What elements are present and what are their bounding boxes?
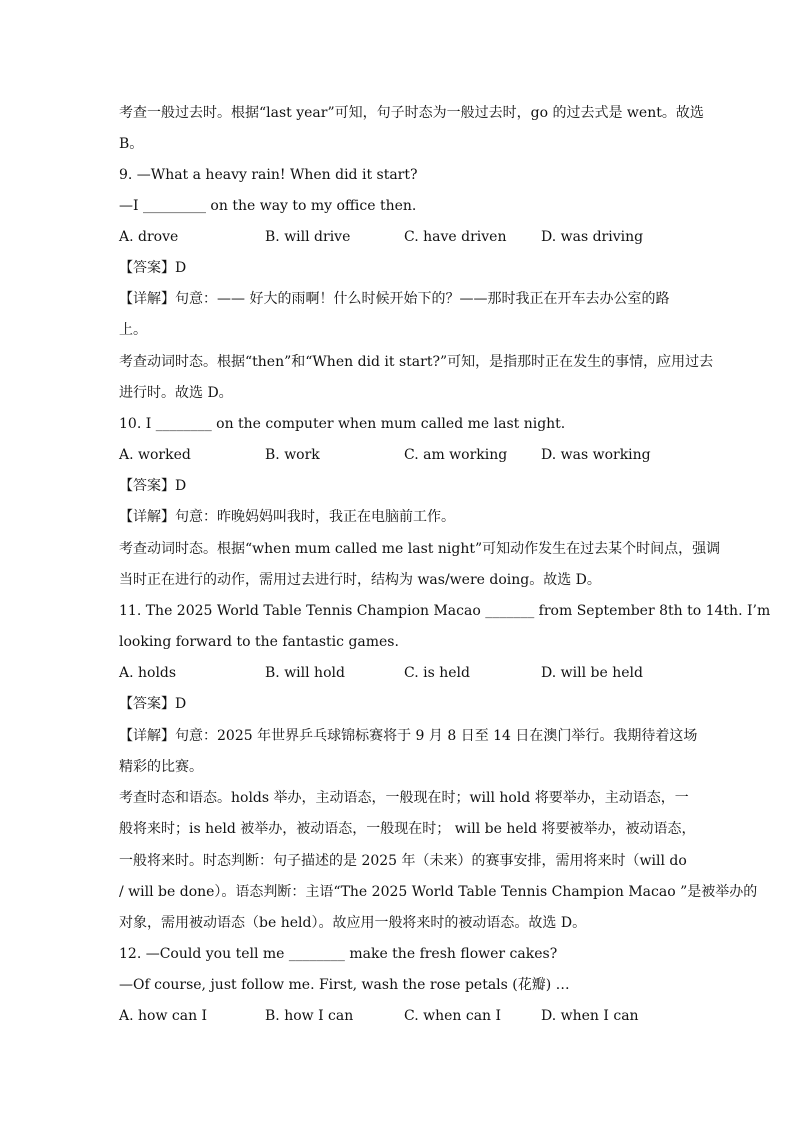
answer-options-row [119, 227, 679, 247]
text-line: 考查动词时态。根据“when mum called me last night”可知动作发生在过去某个时间点，强调 [119, 541, 721, 557]
text-line: 12. —Could you tell me ________ make the fresh flower cakes? [119, 946, 558, 962]
answer-option: B. will drive [265, 229, 351, 245]
answer-option: A. drove [119, 229, 179, 245]
text-line: —Of course, just follow me. First, wash the rose petals (花瓣) … [119, 977, 570, 993]
text-line: 考查一般过去时。根据“last year”可知，句子时态为一般过去时，go 的过去式是 went。故选 [119, 105, 704, 121]
text-line: 【详解】句意：2025 年世界乒乓球锦标赛将于 9 月 8 日至 14 日在澳门举行。我期待着这场 [119, 728, 698, 744]
text-line: / will be done）。语态判断：主语“The 2025 World Table Tennis Champion Macao ”是被举办的 [119, 884, 758, 900]
text-line: 上。 [119, 322, 147, 338]
text-line: —I _________ on the way to my office then. [119, 198, 417, 214]
text-line: 对象，需用被动语态（be held）。故应用一般将来时的被动语态。故选 D。 [119, 915, 587, 931]
text-line: 般将来时；is held 被举办，被动语态，一般现在时； will be held 将要被举办，被动语态， [119, 821, 696, 837]
answer-line: 【答案】D [119, 478, 187, 494]
text-line: 精彩的比赛。 [119, 759, 203, 775]
text-line: 【详解】句意：—— 好大的雨啊！什么时候开始下的？——那时我正在开车去办公室的路 [119, 291, 670, 307]
answer-option: D. when I can [541, 1008, 639, 1024]
answer-option: C. am working [404, 447, 508, 463]
answer-option: D. was working [541, 447, 651, 463]
text-line: looking forward to the fantastic games. [119, 634, 399, 650]
text-line: 一般将来时。时态判断：句子描述的是 2025 年（未来）的赛事安排，需用将来时（will do [119, 853, 687, 869]
answer-option: C. when can I [404, 1008, 502, 1024]
answer-options-row [119, 663, 679, 683]
answer-option: A. how can I [119, 1008, 208, 1024]
answer-options-row [119, 445, 679, 465]
text-line: 10. I ________ on the computer when mum called me last night. [119, 416, 566, 432]
answer-option: A. worked [119, 447, 191, 463]
answer-line: 【答案】D [119, 260, 187, 276]
text-line: 11. The 2025 World Table Tennis Champion Macao _______ from September 8th to 14th. I’m [119, 603, 771, 619]
text-line: 9. —What a heavy rain! When did it start? [119, 167, 418, 183]
answer-option: A. holds [119, 665, 177, 681]
text-line: 当时正在进行的动作，需用过去进行时，结构为 was/were doing。故选 D。 [119, 572, 601, 588]
answer-option: C. is held [404, 665, 470, 681]
text-line: B。 [119, 136, 144, 152]
answer-option: B. will hold [265, 665, 345, 681]
text-line: 进行时。故选 D。 [119, 385, 233, 401]
answer-options-row [119, 1006, 679, 1026]
answer-line: 【答案】D [119, 696, 187, 712]
text-line: 【详解】句意：昨晚妈妈叫我时，我正在电脑前工作。 [119, 509, 455, 525]
answer-option: D. will be held [541, 665, 643, 681]
answer-option: B. how I can [265, 1008, 354, 1024]
answer-option: C. have driven [404, 229, 507, 245]
answer-option: B. work [265, 447, 320, 463]
text-line: 考查动词时态。根据“then”和“When did it start?”可知，是指那时正在发生的事情，应用过去 [119, 354, 714, 370]
answer-option: D. was driving [541, 229, 644, 245]
text-line: 考查时态和语态。holds 举办，主动语态，一般现在时；will hold 将要举办，主动语态，一 [119, 790, 689, 806]
